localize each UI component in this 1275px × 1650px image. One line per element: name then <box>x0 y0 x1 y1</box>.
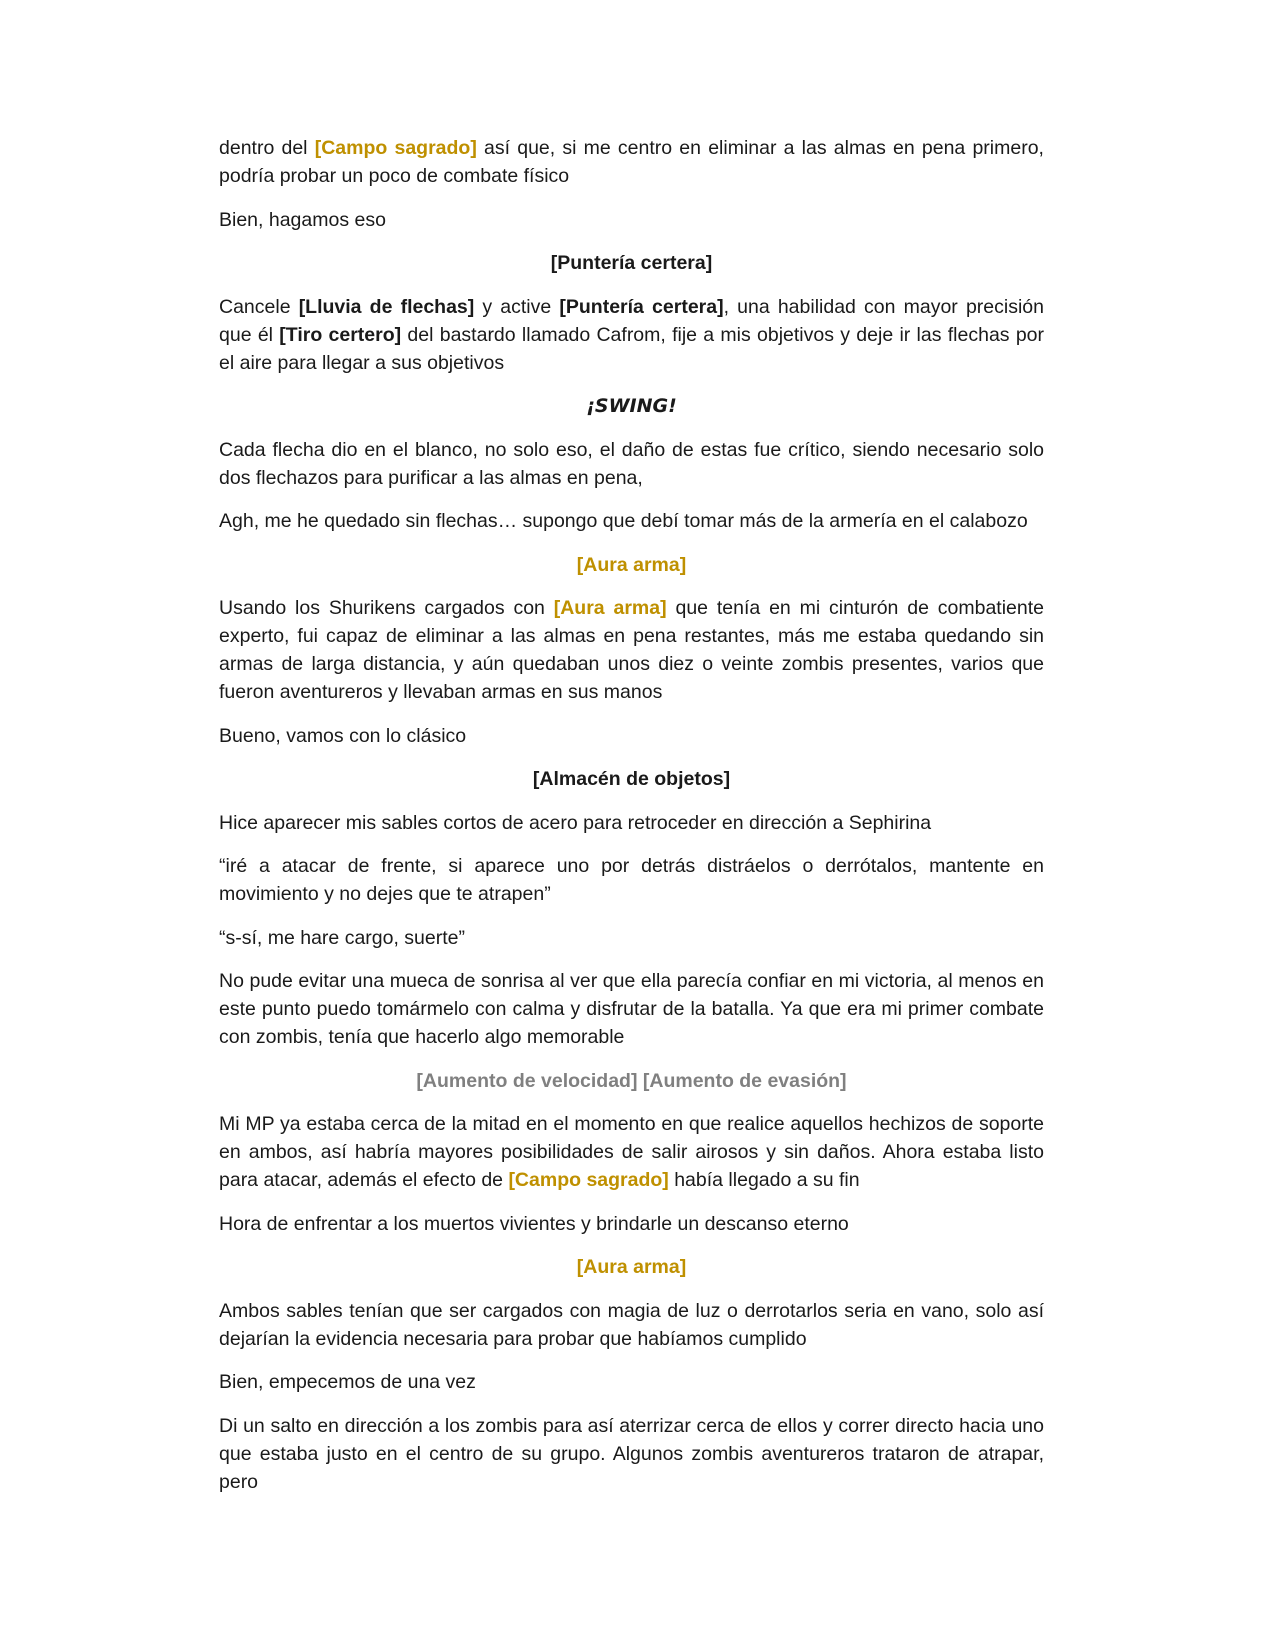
paragraph-12 <box>219 1110 1044 1194</box>
paragraph-6 <box>219 594 1044 706</box>
p1-text-c: así que, si me centro en eliminar a las almas en pena primero, podría probar un poco de combate físico <box>219 137 1044 187</box>
skill-campo-sagrado: [Campo sagrado] <box>314 137 477 159</box>
paragraph-14: Ambos sables tenían que ser cargados con magia de luz o derrotarlos seria en vano, solo así dejarían la evidencia necesaria para probar que habíamos cumplido <box>219 1299 1044 1350</box>
skill-campo-sagrado-2: [Campo sagrado] <box>508 1169 669 1191</box>
paragraph-11: No pude evitar una mueca de sonrisa al ver que ella parecía confiar en mi victoria, al menos en este punto puedo tomármelo con calma y disfrutar de la batalla. Ya que era mi primer combate con zombis, tenía que hacerlo algo memorable <box>219 970 1044 1048</box>
p6-text-a: Usando los Shurikens cargados con <box>219 597 554 619</box>
skill-heading-punteria-certera: [Puntería certera] <box>550 252 713 274</box>
paragraph-15: Bien, empecemos de una vez <box>219 1371 476 1393</box>
p3-text-a: Cancele <box>219 295 299 318</box>
p6-text-c: que tenía en mi cinturón de combatiente experto, fui capaz de eliminar a las almas en pena restantes, más me estaba quedando sin armas de larga distancia, y aún quedaban unos diez o veinte zombis presentes, varios que fueron aventureros y llevaban armas en sus manos <box>219 597 1045 703</box>
p3-text-e: , una habilidad con mayor precisión que él <box>219 295 1044 346</box>
skill-heading-aura-arma-2: [Aura arma] <box>576 1256 687 1278</box>
paragraph-16: Di un salto en dirección a los zombis para así aterrizar cerca de ellos y correr directo hacia uno que estaba justo en el centro de su grupo. Algunos zombis aventureros trataron de atrapar, pero <box>219 1414 1044 1493</box>
document-page <box>219 134 1044 1511</box>
skill-heading-almacen-de-objetos: [Almacén de objetos] <box>532 768 731 790</box>
paragraph-4: Cada flecha dio en el blanco, no solo eso, el daño de estas fue crítico, siendo necesario solo dos flechazos para purificar a las almas en pena, <box>219 438 1044 489</box>
paragraph-2: Bien, hagamos eso <box>219 208 386 231</box>
sound-effect-swing: ¡SWING! <box>586 395 677 417</box>
paragraph-10: “s-sí, me hare cargo, suerte” <box>219 926 465 949</box>
skill-aura-arma: [Aura arma] <box>553 597 667 619</box>
paragraph-9: “iré a atacar de frente, si aparece uno por detrás distráelos o derrótalos, mantente en movimiento y no dejes que te atrapen” <box>219 855 1044 905</box>
paragraph-5: Agh, me he quedado sin flechas… supongo que debí tomar más de la armería en el calabozo <box>219 510 1028 532</box>
p12-text-c: había llegado a su fin <box>668 1169 860 1191</box>
p12-text-a: Mi MP ya estaba cerca de la mitad en el momento en que realice aquellos hechizos de soporte en ambos, así habría mayores posibilidades de salir airosos y sin daños. Ahora estaba listo para atacar, además el efecto de <box>219 1113 1044 1191</box>
p1-text-a: dentro del <box>219 137 315 159</box>
skill-lluvia-de-flechas: [Lluvia de flechas] <box>298 295 475 318</box>
paragraph-1 <box>219 134 1044 190</box>
paragraph-7: Bueno, vamos con lo clásico <box>219 724 467 747</box>
skill-tiro-certero: [Tiro certero] <box>279 323 402 346</box>
p3-text-g: del bastardo llamado Cafrom, fije a mis objetivos y deje ir las flechas por el aire para llegar a sus objetivos <box>219 323 1045 374</box>
paragraph-3 <box>219 293 1044 377</box>
skill-heading-aura-arma: [Aura arma] <box>576 553 687 576</box>
p3-text-c: y active <box>474 295 560 318</box>
skill-heading-aumentos: [Aumento de velocidad] [Aumento de evasión] <box>416 1069 847 1092</box>
paragraph-13: Hora de enfrentar a los muertos vivientes y brindarle un descanso eterno <box>219 1212 849 1235</box>
skill-punteria-certera: [Puntería certera] <box>559 295 724 318</box>
paragraph-8: Hice aparecer mis sables cortos de acero para retroceder en dirección a Sephirina <box>219 811 932 834</box>
